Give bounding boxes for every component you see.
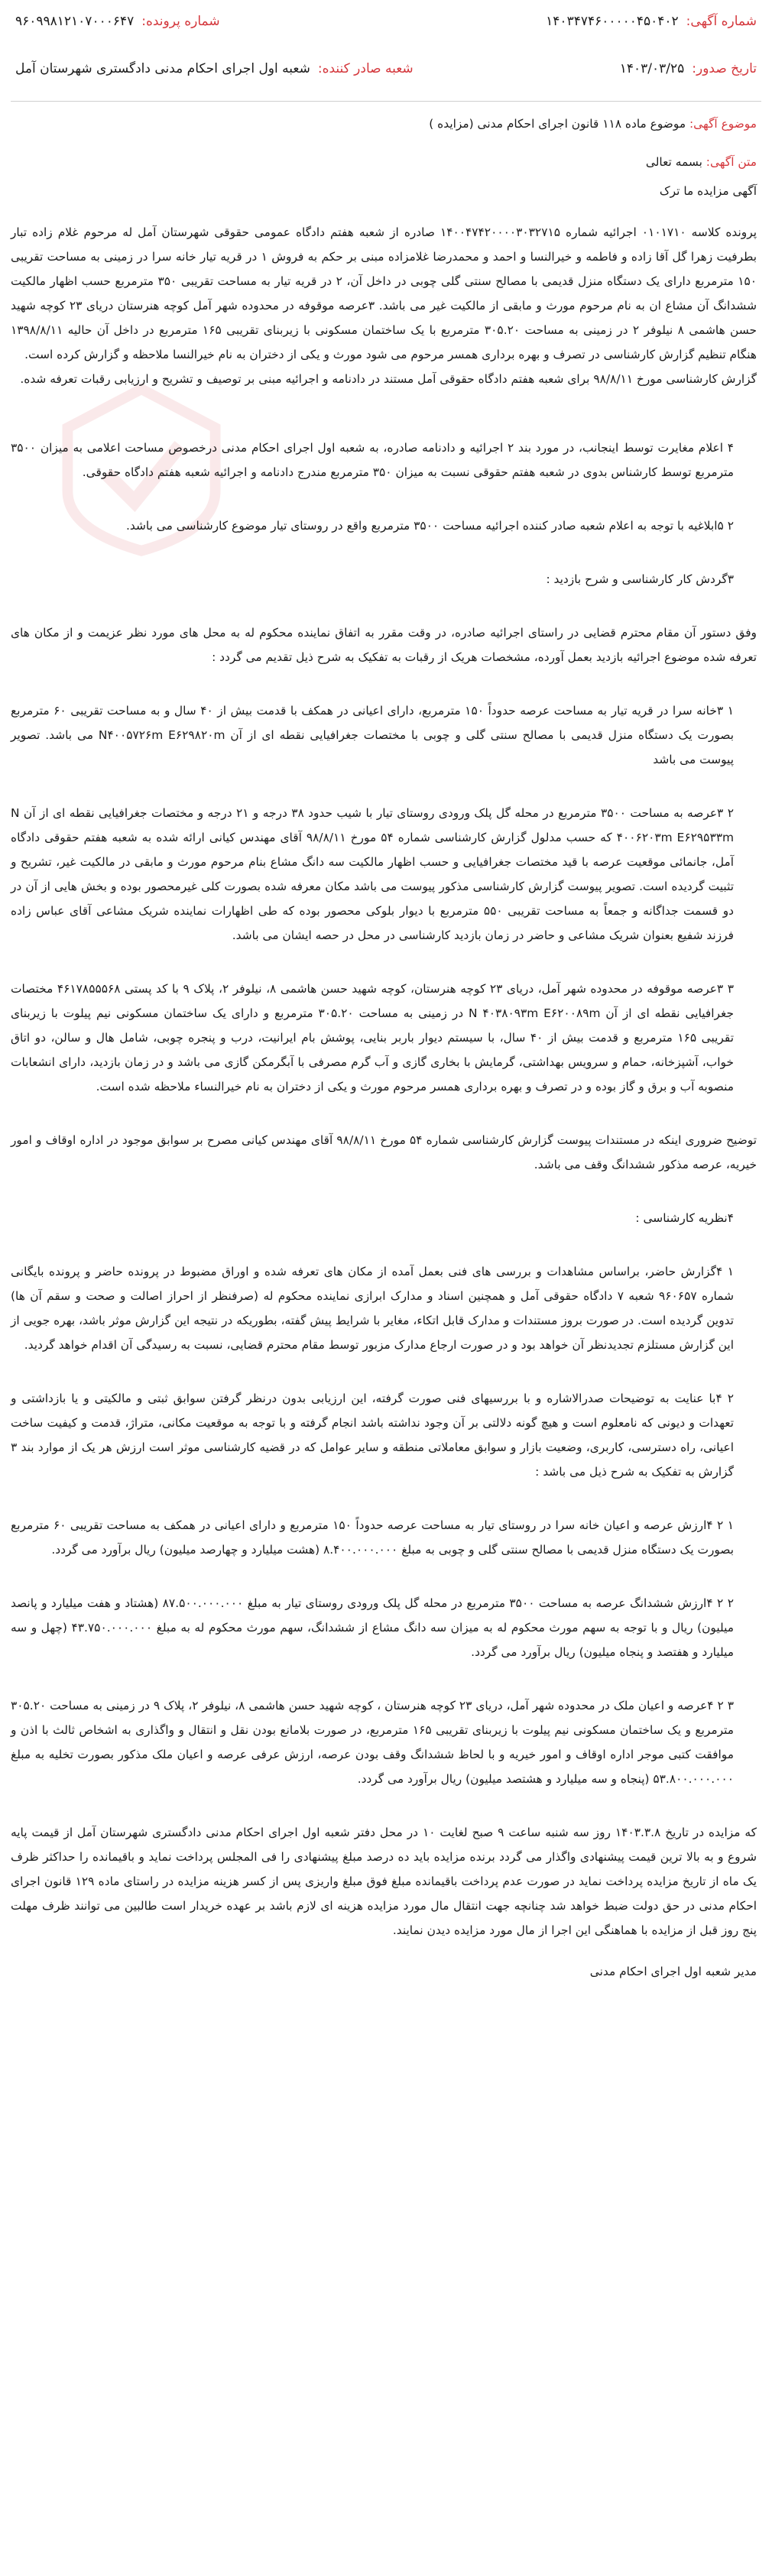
file-number-row	[15, 14, 220, 29]
issue-date-row	[620, 61, 757, 76]
notice-number-row	[546, 14, 757, 29]
heading-inspection: ۳گردش کار کارشناسی و شرح بازدید :	[546, 572, 734, 586]
paragraph-value-1: ۱ ۲ ۴ارزش عرصه و اعیان خانه سرا در روستای تیار به مساحت عرصه حدوداً ۱۵۰ مترمربع و دارای اعیانی در همکف به مساحت تقریبی ۶۰ مترمربع بصورت یک دستگاه منزل قدیمی با مصالح سنتی گلی و چوبی به مبلغ ۸.۴۰۰.۰۰۰.۰۰۰ (هشت میلیارد و چهارصد میلیون) ریال برآورد می گردد.	[11, 1518, 735, 1557]
issuer-row	[15, 61, 414, 76]
paragraph-title: آگهی مزایده ما ترک	[659, 184, 757, 198]
file-number: ۹۶۰۹۹۸۱۲۱۰۷۰۰۰۶۴۷	[15, 14, 135, 29]
paragraph-opinion-1: ۱ ۴گزارش حاضر، براساس مشاهدات و بررسی های فنی بعمل آمده از مکان های تعرفه شده و اوراق مضبوط در پرونده حاضر و پرونده بایگانی شماره ۹۶۰۶۵۷ شعبه ۷ دادگاه حقوقی آمل و همچنین اسناد و مدارک ابرازی نماینده محکوم له (صرفنظر از احراز اصالت و صحت و سقم آن ها) تدوین گردیده است. در صورت بروز مستندات و مدارک قابل اتکاء، مغایر با شرایط پیش گفته، بطوریکه در نتیجه این گزارش موثر باشد، بهره جویی از این گزارش مستلزم تجدیدنظر آن خواهد بود و در صورت ارجاع مدارک مزبور توسط مقام محترم قضایی، نسبت به رسیدگی آن اقدام خواهد گردید.	[11, 1265, 734, 1352]
paragraph-item-2: ۲ ۳عرصه به مساحت ۳۵۰۰ مترمربع در محله گل پلک ورودی روستای تیار با شیب حدود ۳۸ درجه و ۲۱ درجه و مختصات جغرافیایی نقطه ای از آن N ۴۰۰۶۲۰۳m E۶۲۹۵۳۳m که حسب مدلول گزارش کارشناسی شماره ۵۴ مورخ ۹۸/۸/۱۱ آقای مهندس کیانی ارائه شده به شعبه هفتم حقوقی دادگاه آمل، جانمائی موقعیت عرصه با قید مختصات جغرافیایی و حسب اظهار مالکیت سه دانگ مشاع بنام مرحوم مورث و مابقی در مالکیت غیر، تشریح و تثبیت گردیده است. تصویر پیوست گزارش کارشناسی مذکور پیوست می باشد مکان معرفه شده بصورت کلی غیرمحصور بوده و بخش هایی از آن در دو قسمت جداگانه و جمعاً به مساحت تقریبی ۵۵۰ مترمربع با دیوار بلوکی محصور بوده که طی اظهارات نماینده شریک مشاعی آقای عباس زاده فرزند شفیع بعنوان شریک مشاعی و حاضر در زمان بازدید کارشناسی در محل در حصه ایشان می باشد.	[11, 806, 734, 942]
bismillah: بسمه تعالی	[645, 155, 702, 169]
signature-line: مدیر شعبه اول اجرای احکام مدنی	[589, 1965, 757, 1978]
body-label: متن آگهی:	[706, 155, 757, 169]
paragraph-inspection: وفق دستور آن مقام محترم قضایی در راستای اجرائیه صادره، در وقت مقرر به اتفاق نماینده محکوم له به محل های مورد نظر عزیمت و از مکان های تعرفه شده موضوع اجرائیه بازدید بعمل آورده، مشخصات هریک از رقبات به تفکیک به شرح ذیل تقدیم می گردد :	[11, 626, 757, 664]
notice-number: ۱۴۰۳۴۷۴۶۰۰۰۰۰۴۵۰۴۰۲	[546, 14, 679, 29]
paragraph-item-3: ۳ ۳عرصه موقوفه در محدوده شهر آمل، دریای ۲۳ کوچه هنرستان، کوچه شهید حسن هاشمی ۸، نیلوفر ۲، پلاک ۹ با کد پستی ۴۶۱۷۸۵۵۵۶۸ مختصات جغرافیایی نقطه ای از آن N ۴۰۳۸۰۹۳m E۶۲۰۰۸۹m در زمینی به مساحت ۳۰۵.۲۰ مترمربع و دارای یک ساختمان مسکونی نیم پیلوت با زیربنای تقریبی ۱۶۵ مترمربع و قدمت بیش از ۴۰ سال، با سیستم دیوار باربر بنایی، پوشش بام ایرانیت، درب و پنجره چوبی، شامل هال و سالن، دو اتاق خواب، آشپزخانه، حمام و سرویس بهداشتی، گرمایش با بخاری گازی و آب گرم مصرفی با آبگرمکن گازی می باشد و در زمان بازدید، دارای انشعابات منصوبه آب و برق و گاز بوده و در تصرف و بهره برداری همسر مرحوم مورث و یکی از دختران به نام خیرالنساء ملاحظه شده است.	[11, 982, 734, 1094]
notice-body	[11, 112, 757, 1984]
paragraph-case: پرونده کلاسه ۰۱۰۱۷۱۰ اجرائیه شماره ۱۴۰۰۴۷۴۲۰۰۰۰۳۰۳۲۷۱۵ صادره از شعبه هفتم دادگاه عمومی حقوقی شهرستان آمل له مرحوم غلام زاده تبار بطرفیت زهرا گل آقا زاده و فاطمه و خیرالنسا و احمد و محمدرضا غلامزاده مبنی بر حکم به فروش ۱ در قریه تیار خانه سرا در زمینی به مساحت تقریبی ۱۵۰ مترمربع دارای یک دستگاه منزل قدیمی با مصالح سنتی گلی چوبی در داخل آن، ۲ در قریه تیار به مساحت تقریبی ۳۵۰ مترمربع حسب اظهار مالکیت ششدانگ آن مشاع ان به نام مرحوم مورث و مابقی از مالکیت غیر می باشد. ۳عرصه موقوفه در محدوده شهر آمل کوچه هنرستان دریای ۲۳ کوچه شهید حسن هاشمی ۸ نیلوفر ۲ در زمینی به مساحت ۳۰۵.۲۰ مترمربع با یک ساختمان مسکونی با زیربنای تقریبی ۱۶۵ مترمربع در داخل آن حالیه ۱۳۹۸/۸/۱۱ هنگام تنظیم گزارش کارشناسی در تصرف و بهره برداری همسر مرحوم می شود مورث و یکی از دختران به نام خیرالنسا ملاحظه و گزارش کرده است.	[11, 225, 757, 361]
issue-date: ۱۴۰۳/۰۳/۲۵	[619, 61, 685, 76]
subject-value: موضوع ماده ۱۱۸ قانون اجرای احکام مدنی (مزایده )	[429, 117, 686, 131]
paragraph-value-2: ۲ ۲ ۴ارزش ششدانگ عرصه به مساحت ۳۵۰۰ مترمربع در محله گل پلک ورودی روستای تیار به مبلغ ۸۷.۵۰۰.۰۰۰.۰۰۰ (هشتاد و هفت میلیارد و پانصد میلیون) ریال و با توجه به سهم مورث محکوم له به میزان سه دانگ مشاع از ششدانگ، سهم مورث محکوم له به مبلغ ۴۳.۷۵۰.۰۰۰.۰۰۰ (چهل و سه میلیارد و هفتصد و پنجاه میلیون) ریال برآورد می گردد.	[11, 1596, 735, 1659]
subject-label: موضوع آگهی:	[689, 117, 757, 131]
paragraph-report: گزارش کارشناسی مورخ ۹۸/۸/۱۱ برای شعبه هفتم دادگاه حقوقی آمل مستند در دادنامه و اجرائیه مبنی بر توصیف و تشریح و ارزیابی رقبات تعرفه شده.	[20, 372, 757, 386]
subject-row	[11, 112, 757, 136]
paragraph-discrepancy: ۴ اعلام مغایرت توسط اینجانب، در مورد بند ۲ اجرائیه و دادنامه صادره، به شعبه اول اجرای احکام مدنی درخصوص مساحت اعلامی به میزان ۳۵۰۰ مترمربع توسط کارشناس بدوی در شعبه هفتم حقوقی نسبت به میزان ۳۵۰ مترمربع مندرج دادنامه و اجرائیه شعبه هفتم دادگاه حقوقی.	[11, 441, 734, 479]
header-divider	[11, 101, 761, 102]
body-label-row	[11, 150, 757, 174]
issue-date-label: تاریخ صدور:	[692, 61, 757, 76]
paragraph-value-3: ۳ ۲ ۴عرصه و اعیان ملک در محدوده شهر آمل، دریای ۲۳ کوچه هنرستان ، کوچه شهید حسن هاشمی ۸، نیلوفر ۲، پلاک ۹ در زمینی به مساحت ۳۰۵.۲۰ مترمربع و یک ساختمان مسکونی نیم پیلوت با زیربنای تقریبی ۱۶۵ مترمربع، در صورت بلامانع بودن نقل و انتقال و واگذاری به اشخاص ثالث با اذن و موافقت کتبی موجر اداره اوقاف و امور خیریه و با لحاظ ششدانگ وقف بودن عرصه، ارزش عرفی عرصه و اعیان ملک مذکور بصورت تخلیه به مبلغ ۵۳.۸۰۰.۰۰۰.۰۰۰ (پنجاه و سه میلیارد و هشتصد میلیون) ریال برآورد می گردد.	[11, 1699, 734, 1786]
paragraph-opinion-2: ۲ ۴با عنایت به توضیحات صدرالاشاره و با بررسیهای فنی صورت گرفته، این ارزیابی بدون درنظر گرفتن سوابق ثبتی و مالکیتی و یا بازداشتی و تعهدات و دیونی که نامعلوم است و هیچ گونه دلالتی بر آن وجود نداشته باشد انجام گرفته و با توجه به موقعیت مکانی، متراژ، قدمت و کیفیت ساخت اعیانی، راه دسترسی، کاربری، وضعیت بازار و سوابق معاملاتی منطقه و سایر عوامل که در قضیه کارشناسی موثر است ارزش هر یک از موارد بند ۳ گزارش به تفکیک به شرح ذیل می باشد :	[11, 1392, 734, 1479]
paragraph-auction-terms: که مزایده در تاریخ ۱۴۰۳.۳.۸ روز سه شنبه ساعت ۹ صبح لغایت ۱۰ در محل دفتر شعبه اول اجرای احکام مدنی دادگستری شهرستان آمل از قیمت پایه شروع و به بالا ترین قیمت پیشنهادی واگذار می گردد برنده مزایده باید ده درصد مبلغ پیشنهادی را فی المجلس پرداخت نماید و باقیمانده را حداکثر ظرف یک ماه از تاریخ مزایده پرداخت نماید در صورت عدم پرداخت باقیمانده مبلغ فوق مبلغ واریزی پس از کسر هزینه مزایده در راستای ماده ۱۲۹ قانون اجرای احکام مدنی در حق دولت ضبط خواهد شد چنانچه جهت انتقال مال مورد مزایده هزینه ای لازم باشد بر عهده خریدار است طالبین می توانند ظرف مهلت پنج روز قبل از مزایده با هماهنگی این اجرا از مال مورد مزایده دیدن نمایند.	[11, 1826, 757, 1937]
file-number-label: شماره پرونده:	[141, 14, 220, 29]
issuer-label: شعبه صادر کننده:	[317, 61, 414, 76]
paragraph-notification: ۲ ۵ابلاغیه با توجه به اعلام شعبه صادر کننده اجرائیه مساحت ۳۵۰۰ مترمربع واقع در روستای تیار موضوع کارشناسی می باشد.	[126, 519, 734, 533]
paragraph-item-1: ۱ ۳خانه سرا در قریه تیار به مساحت عرصه حدوداً ۱۵۰ مترمربع، دارای اعیانی در همکف با قدمت بیش از ۴۰ سال و به مساحت تقریبی ۶۰ مترمربع بصورت یک دستگاه منزل قدیمی با مصالح سنتی گلی و چوبی با مختصات جغرافیایی نقطه ای از آن N۴۰۰۵۷۲۶m E۶۲۹۸۲۰m می باشد. تصویر پیوست می باشد	[11, 704, 734, 766]
paragraph-note: توضیح ضروری اینکه در مستندات پیوست گزارش کارشناسی شماره ۵۴ مورخ ۹۸/۸/۱۱ آقای مهندس کیانی مصرح بر سوابق موجود در اداره اوقاف و امور خیریه، عرصه مذکور ششدانگ وقف می باشد.	[11, 1133, 757, 1171]
notice-number-label: شماره آگهی:	[686, 14, 757, 29]
notice-header	[15, 14, 757, 86]
issuer: شعبه اول اجرای احکام مدنی دادگستری شهرستان آمل	[15, 61, 310, 76]
heading-expert-opinion: ۴نظریه کارشناسی :	[635, 1211, 734, 1225]
